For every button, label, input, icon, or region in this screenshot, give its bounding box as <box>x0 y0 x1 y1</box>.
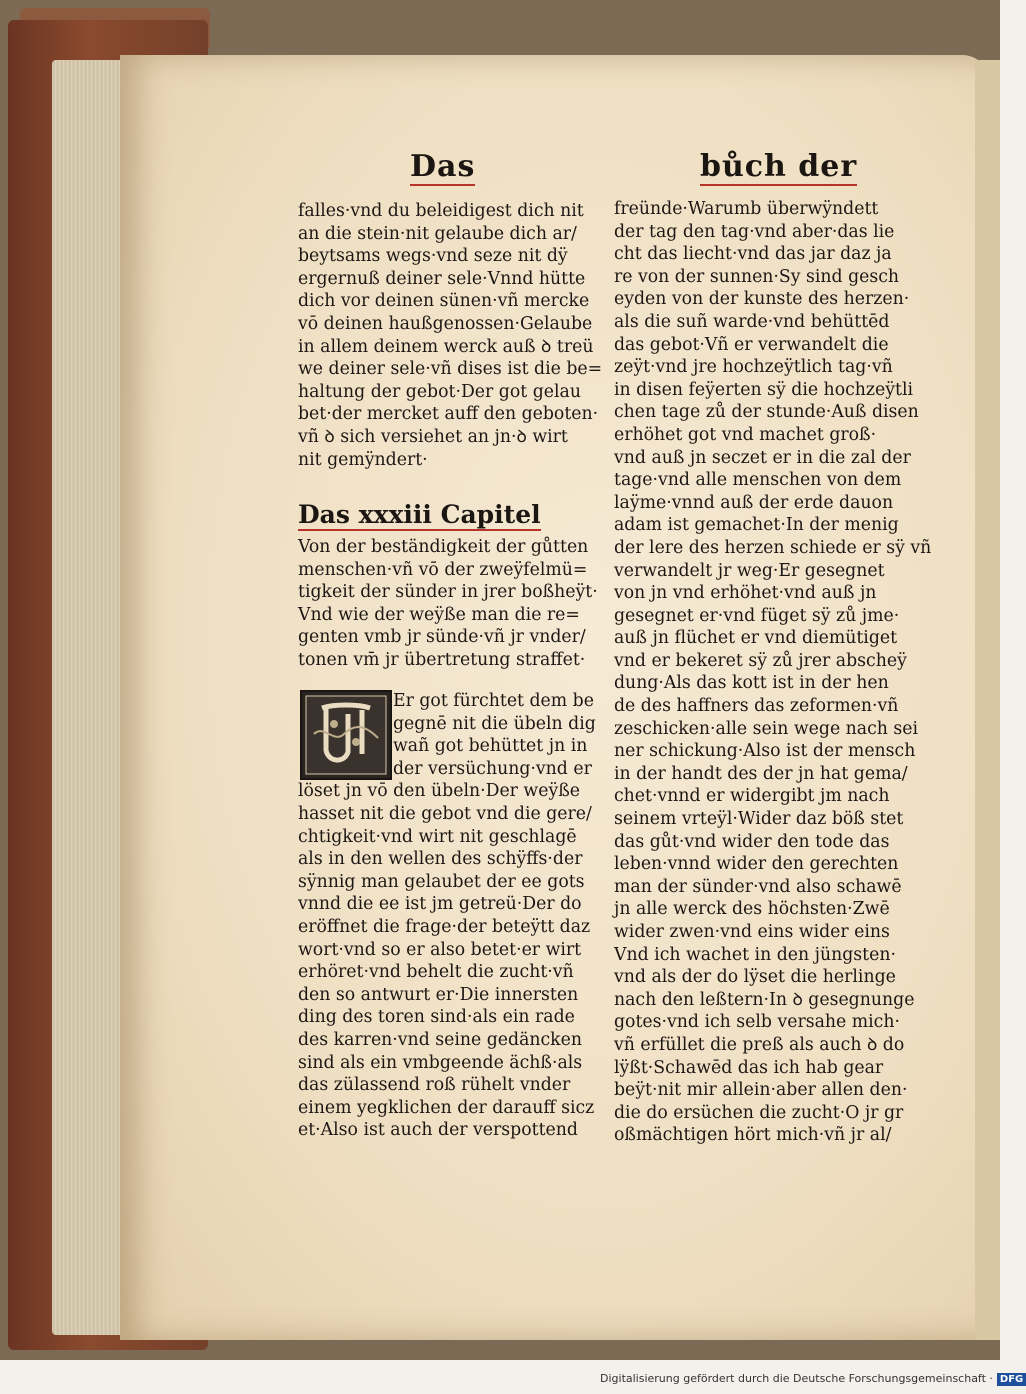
text-line: verwandelt jr weg·Er gesegnet <box>614 560 885 581</box>
text-line: eyden von der kunste des herzen· <box>614 289 910 310</box>
text-line: gotes·vnd ich selb versahe mich· <box>614 1012 900 1033</box>
text-line: we deiner sele·vñ dises ist die be= <box>298 359 603 380</box>
text-line: eröffnet die frage·der beteÿtt daz <box>298 916 591 937</box>
text-line: vnd er bekeret sÿ zů jrer abscheÿ <box>614 650 907 671</box>
text-line: das gůt·vnd wider den tode das <box>614 831 890 852</box>
text-line: tigkeit der sünder in jrer boßheÿt· <box>298 582 598 603</box>
text-line: zeschicken·alle sein wege nach sei <box>614 718 919 739</box>
text-line: cht das liecht·vnd das jar daz ja <box>614 244 892 265</box>
text-line: auß jn flüchet er vnd diemütiget <box>614 628 898 649</box>
text-line: gegnē nit die übeln dig <box>393 713 596 734</box>
text-line: der versüchung·vnd er <box>393 758 592 779</box>
text-line: menschen·vñ vō der zweÿfelmü= <box>298 559 588 580</box>
right-column <box>614 198 931 1147</box>
text-line: seinem vrteÿl·Wider daz böß stet <box>614 809 904 830</box>
text-line: oßmächtigen hört mich·vñ jr al/ <box>614 1125 892 1146</box>
text-line: Vnd ich wachet in den jüngsten· <box>614 944 896 965</box>
text-line: als in den wellen des schÿffs·der <box>298 849 583 870</box>
chapter-heading <box>298 500 541 529</box>
text-line: hasset nit die gebot vnd die gere/ <box>298 803 592 824</box>
text-line: vnd auß jn seczet er in die zal der <box>614 447 911 468</box>
text-line: das zülassend roß rühelt vnder <box>298 1075 571 1096</box>
text-line: gesegnet er·vnd füget sÿ zů jme· <box>614 605 900 626</box>
text-line: re von der sunnen·Sy sind gesch <box>614 266 900 287</box>
text-line: vñ erfüllet die preß als auch ꝺ do <box>614 1034 905 1055</box>
facing-page-edge <box>975 60 1000 1340</box>
text-line: in disen feÿerten sÿ die hochzeÿtli <box>614 379 913 400</box>
text-line: der lere des herzen schiede er sÿ vñ <box>614 537 932 558</box>
text-line: der tag den tag·vnd aber·das lie <box>614 221 895 242</box>
text-line: beytsams wegs·vnd seze nit dÿ <box>298 246 568 267</box>
text-line: des karren·vnd seine gedäncken <box>298 1029 583 1050</box>
text-line: laÿme·vnnd auß der erde dauon <box>614 492 894 513</box>
text-line: adam ist gemachet·In der menig <box>614 515 899 536</box>
text-line: tage·vnd alle menschen von dem <box>614 470 902 491</box>
text-line: sind als ein vmbgeende ächß·als <box>298 1052 583 1073</box>
text-line: in allem deinem werck auß ꝺ treü <box>298 336 594 357</box>
text-line: man der sünder·vnd also schawē <box>614 876 902 897</box>
left-column-top <box>298 200 602 471</box>
text-line: erhöret·vnd behelt die zucht·vñ <box>298 962 574 983</box>
left-column-bottom <box>298 690 596 1142</box>
text-line: einem yegklichen der darauff sicz <box>298 1097 595 1118</box>
text-line: beÿt·nit mir allein·aber allen den· <box>614 1080 908 1101</box>
text-line: als die suñ warde·vnd behüttēd <box>614 311 890 332</box>
chapter-heading-text: Das xxxiii Capitel <box>298 500 541 529</box>
running-header-right: bůch der <box>700 149 858 184</box>
text-line: freünde·Warumb überwÿndett <box>614 199 879 219</box>
text-line: das gebot·Vñ er verwandelt die <box>614 334 889 355</box>
text-line: vnnd die ee ist jm getreü·Der do <box>298 894 582 915</box>
text-line: dich vor deinen sünen·vñ mercke <box>298 291 590 312</box>
text-line: ner schickung·Also ist der mensch <box>614 741 916 762</box>
text-line: die do ersüchen die zucht·O jr gr <box>614 1102 904 1123</box>
text-line: chen tage zů der stunde·Auß disen <box>614 402 919 423</box>
text-line: wider zwen·vnd eins wider eins <box>614 922 890 942</box>
chapter-summary <box>298 536 598 672</box>
dfg-logo-icon: DFG <box>997 1373 1026 1386</box>
running-header-left: Das <box>410 149 476 184</box>
text-line: von jn vnd erhöhet·vnd auß jn <box>614 583 877 604</box>
text-line: haltung der gebot·Der got gelau <box>298 381 581 402</box>
text-line: Er got fürchtet dem be <box>393 691 594 711</box>
text-line: jn alle werck des höchsten·Zwē <box>614 899 890 920</box>
text-line: löset jn vō den übeln·Der weÿße <box>298 781 580 802</box>
text-line: chet·vnnd er widergibt jm nach <box>614 786 890 807</box>
text-line: in der handt des der jn hat gema/ <box>614 763 908 784</box>
text-line: falles·vnd du beleidigest dich nit <box>298 201 584 221</box>
text-line: vnd als der do lÿset die herlinge <box>614 967 896 988</box>
text-line: de des haffners das zeformen·vñ <box>614 696 899 717</box>
text-line: ergernuß deiner sele·Vnnd hütte <box>298 268 586 289</box>
footer-text: Digitalisierung gefördert durch die Deutsche Forschungsgemeinschaft · <box>600 1372 993 1385</box>
text-line: vñ ꝺ sich versiehet an jn·ꝺ wirt <box>298 426 568 447</box>
text-line: vō deinen haußgenossen·Gelaube <box>298 313 593 334</box>
footer-credit <box>600 1372 1026 1386</box>
text-line: tonen vm̄ jr übertretung straffet· <box>298 649 586 670</box>
text-line: zeÿt·vnd jre hochzeÿtlich tag·vñ <box>614 357 893 378</box>
text-line: an die stein·nit gelaube dich ar/ <box>298 223 577 244</box>
text-line: et·Also ist auch der verspottend <box>298 1120 578 1141</box>
text-line: wort·vnd so er also betet·er wirt <box>298 939 582 960</box>
text-line: lÿßt·Schawēd das ich hab gear <box>614 1057 884 1078</box>
text-line: Von der beständigkeit der gůtten <box>298 537 589 557</box>
text-line: nach den leßtern·In ꝺ gesegnunge <box>614 989 915 1010</box>
text-line: ding des toren sind·als ein rade <box>298 1007 575 1028</box>
text-line: dung·Als das kott ist in der hen <box>614 673 889 694</box>
text-line: nit gemÿndert· <box>298 449 428 470</box>
text-line: erhöhet got vnd machet groß· <box>614 424 877 445</box>
text-line: den so antwurt er·Die innersten <box>298 984 579 1005</box>
text-line: leben·vnnd wider den gerechten <box>614 854 899 875</box>
text-line: genten vmb jr sünde·vñ jr vnder/ <box>298 627 586 648</box>
text-line: bet·der mercket auff den geboten· <box>298 404 599 425</box>
text-line: Vnd wie der weÿße man die re= <box>298 604 580 625</box>
text-line: wañ got behüttet jn in <box>393 736 588 757</box>
text-line: chtigkeit·vnd wirt nit geschlagē <box>298 826 577 847</box>
text-line: sÿnnig man gelaubet der ee gots <box>298 871 585 892</box>
